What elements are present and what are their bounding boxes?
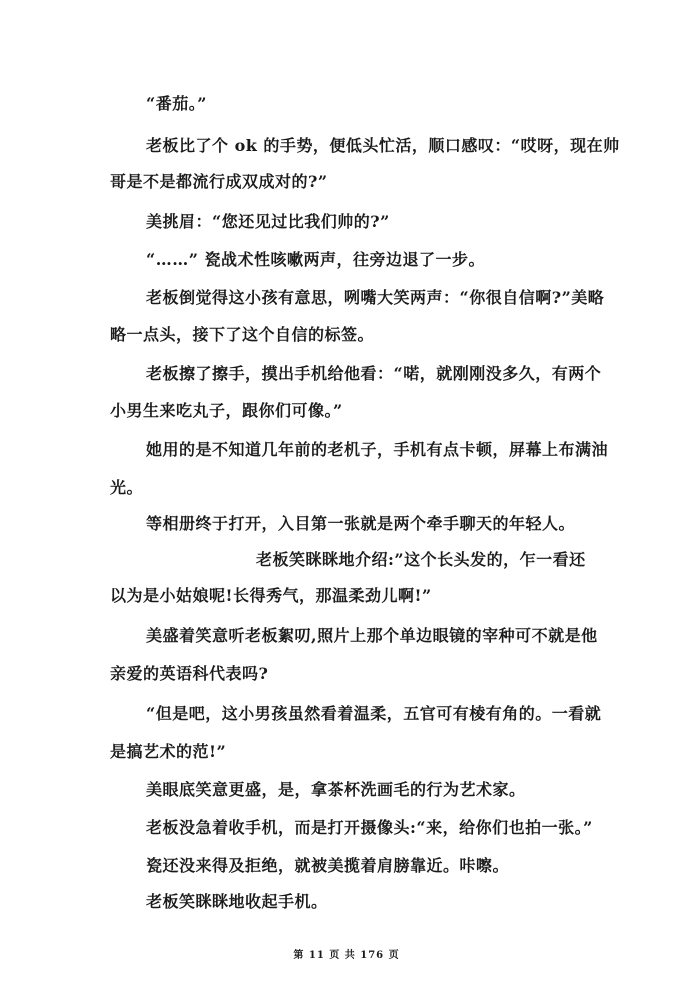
- text-line: 老板笑眯眯地收起手机。: [146, 892, 328, 911]
- text-line: 是搞艺术的范!”: [110, 742, 227, 761]
- text-line: 美挑眉：“您还见过比我们帅的?”: [146, 212, 390, 231]
- text-line: “番茄。”: [146, 94, 207, 113]
- page-number: 第 11 页 共 176 页: [293, 950, 400, 961]
- text-line: 美盛着笑意听老板絮叨,照片上那个单边眼镜的宰种可不就是他: [146, 626, 598, 645]
- text-line: 光。: [110, 478, 144, 497]
- text-line: 老板比了个 ok 的手势，便低头忙活，顺口感叹：“哎呀，现在帅: [146, 136, 620, 155]
- text-line: 等相册终于打开，入目第一张就是两个牵手聊天的年轻人。: [146, 514, 576, 533]
- text-line: 小男生来吃丸子，跟你们可像。”: [110, 401, 343, 420]
- text-line: 老板倒觉得这小孩有意思，咧嘴大笑两声：“你很自信啊?”美略: [146, 288, 605, 307]
- text-line: 略一点头，接下了这个自信的标签。: [110, 325, 375, 344]
- text-line: 老板擦了擦手，摸出手机给他看：“喏，就刚刚没多久，有两个: [146, 364, 602, 383]
- text-line: 以为是小姑娘呢!长得秀气，那温柔劲儿啊!”: [110, 586, 432, 605]
- text-line: 美眼底笑意更盛，是，拿茶杯洗画毛的行为艺术家。: [146, 780, 526, 799]
- text-line: 亲爱的英语科代表吗?: [110, 664, 269, 683]
- text-line: “但是吧，这小男孩虽然看着温柔，五官可有棱有角的。一看就: [146, 704, 602, 723]
- text-line: 老板没急着收手机，而是打开摄像头:“来，给你们也拍一张。”: [146, 818, 593, 837]
- text-line: 她用的是不知道几年前的老机子，手机有点卡顿，屏幕上布满油: [146, 440, 609, 459]
- text-line: 哥是不是都流行成双成对的?”: [110, 172, 328, 191]
- text-line: “……” 瓷战术性咳嗽两声，往旁边退了一步。: [146, 250, 485, 269]
- text-line: 老板笑眯眯地介绍:”这个长头发的，乍一看还: [256, 550, 586, 569]
- text-line: 瓷还没来得及拒绝，就被美揽着肩膀靠近。咔嚓。: [146, 856, 510, 875]
